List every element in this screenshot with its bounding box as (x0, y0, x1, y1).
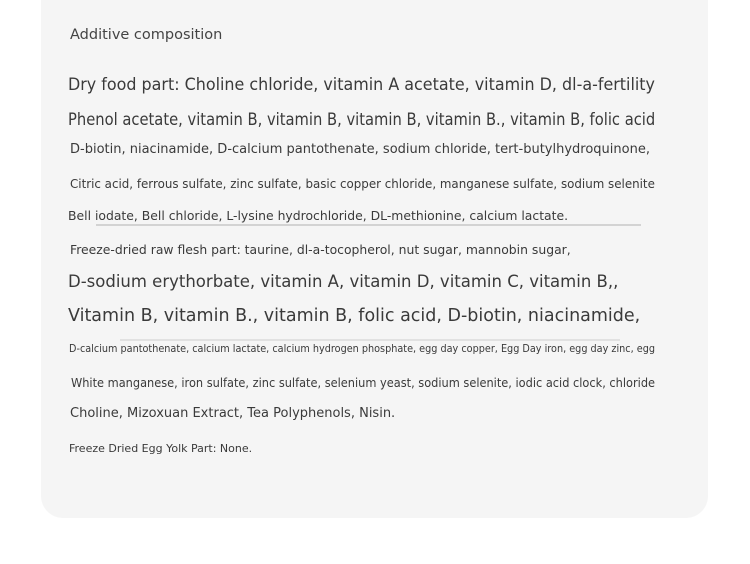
scan-artifact (96, 224, 641, 226)
composition-line-9: D-calcium pantothenate, calcium lactate, calcium hydrogen phosphate, egg day copper, Egg Day iron, egg day zinc, egg (69, 343, 655, 355)
composition-line-freeze-dried-flesh: Freeze-dried raw flesh part: taurine, dl-a-tocopherol, nut sugar, mannobin sugar, (70, 242, 571, 257)
composition-line-2: Phenol acetate, vitamin B, vitamin B, vitamin B, vitamin B., vitamin B, folic acid (68, 110, 656, 129)
composition-line-dry-food: Dry food part: Choline chloride, vitamin A acetate, vitamin D, dl-a-fertility (68, 75, 655, 94)
section-heading: Additive composition (70, 27, 223, 43)
composition-line-7: D-sodium erythorbate, vitamin A, vitamin D, vitamin C, vitamin B,, (68, 272, 619, 291)
composition-line-11: Choline, Mizoxuan Extract, Tea Polyphenols, Nisin. (70, 406, 396, 421)
scan-artifact (120, 339, 620, 341)
composition-line-egg-yolk: Freeze Dried Egg Yolk Part: None. (69, 442, 253, 455)
composition-line-3: D-biotin, niacinamide, D-calcium pantothenate, sodium chloride, tert-butylhydroquinone, (70, 142, 650, 157)
composition-line-10: White manganese, iron sulfate, zinc sulfate, selenium yeast, sodium selenite, iodic acid clock, chloride (71, 375, 656, 390)
composition-line-4: Citric acid, ferrous sulfate, zinc sulfate, basic copper chloride, manganese sulfate, sodium selenite (70, 176, 655, 191)
composition-line-8: Vitamin B, vitamin B., vitamin B, folic acid, D-biotin, niacinamide, (68, 306, 641, 326)
composition-line-5: Bell iodate, Bell chloride, L-lysine hydrochloride, DL-methionine, calcium lactate. (68, 208, 569, 223)
